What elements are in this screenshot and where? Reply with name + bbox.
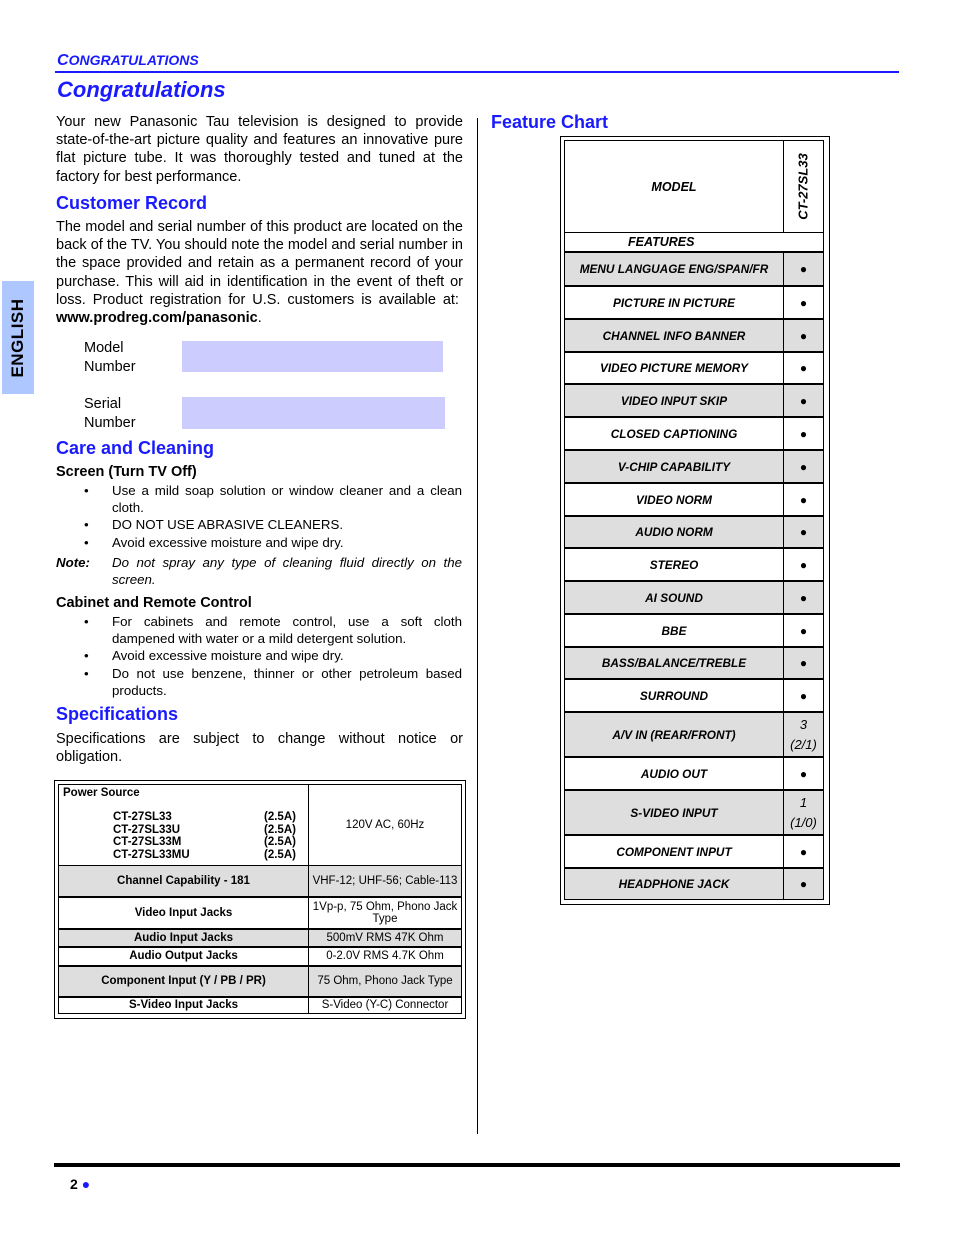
features-header-cell <box>564 232 824 252</box>
list-item: • Do not use benzene, thinner or other petroleum based products. <box>84 666 462 698</box>
model-number-label: Model Number <box>84 340 136 375</box>
feature-value-detail: (1/0) <box>790 814 817 830</box>
spec-value-cell: VHF-12; UHF-56; Cable-113 <box>308 865 462 897</box>
feature-value-cell: ● <box>783 450 824 483</box>
feature-value-cell: ● <box>783 417 824 450</box>
spec-power-label-cell <box>58 784 309 866</box>
model-list: CT-27SL33 CT-27SL33U CT-27SL33M CT-27SL33MU <box>113 811 190 861</box>
feature-value-cell: ● <box>783 614 824 647</box>
note-text: Do not spray any type of cleaning fluid directly on the screen. <box>112 555 462 587</box>
bullet-icon: ● <box>81 1176 91 1192</box>
spec-label-cell: Video Input Jacks <box>58 897 309 929</box>
feature-value-cell: ● <box>783 581 824 614</box>
feature-value-cell <box>783 790 824 835</box>
feature-value-cell: ● <box>783 252 824 286</box>
power-source-value: 120V AC, 60Hz <box>308 784 462 866</box>
power-source-label: Power Source <box>63 787 140 799</box>
footer-rule <box>54 1163 900 1167</box>
spec-label-cell: Audio Input Jacks <box>58 929 309 947</box>
features-header: FEATURES <box>628 235 695 249</box>
feature-value-cell: ● <box>783 483 824 516</box>
serial-number-field[interactable] <box>182 397 445 429</box>
feature-name-cell: VIDEO INPUT SKIP <box>564 384 784 417</box>
feature-name-cell: VIDEO PICTURE MEMORY <box>564 352 784 384</box>
feature-name-cell: V-CHIP CAPABILITY <box>564 450 784 483</box>
specifications-heading: Specifications <box>56 704 179 724</box>
feature-value-cell: ● <box>783 679 824 712</box>
list-item: • DO NOT USE ABRASIVE CLEANERS. <box>84 517 344 532</box>
customer-record-text: The model and serial number of this product are located on the back of the TV. You should note the model and serial number in the space provided and retain as a permanent record of your purchase. This will aid in identification in the event of theft or loss. Product registration for U.S. customers is available at: www.prodreg.com/panasonic. <box>56 219 463 327</box>
feature-name-cell: VIDEO NORM <box>564 483 784 516</box>
serial-number-label: Serial Number <box>84 396 136 431</box>
specifications-text: Specifications are subject to change without notice or obligation. <box>56 731 463 766</box>
feature-value-cell: ● <box>783 319 824 352</box>
feature-name-cell: A/V IN (REAR/FRONT) <box>564 712 784 757</box>
list-item: • Avoid excessive moisture and wipe dry. <box>84 535 344 550</box>
model-name: CT-27SL33 <box>796 153 812 220</box>
feature-name-cell: MENU LANGUAGE ENG/SPAN/FR <box>564 252 784 286</box>
feature-value-cell: ● <box>783 835 824 868</box>
note-label: Note: <box>56 555 90 570</box>
feature-value-cell: ● <box>783 647 824 679</box>
spec-value-cell: 0-2.0V RMS 4.7K Ohm <box>308 947 462 966</box>
header-rule <box>55 71 899 73</box>
page-number: 2 ● <box>70 1176 91 1192</box>
feature-value-cell: ● <box>783 868 824 900</box>
screen-subheading: Screen (Turn TV Off) <box>56 464 197 480</box>
feature-name-cell: PICTURE IN PICTURE <box>564 286 784 319</box>
feature-name-cell: CLOSED CAPTIONING <box>564 417 784 450</box>
spec-value-cell: 500mV RMS 47K Ohm <box>308 929 462 947</box>
feature-value-cell: ● <box>783 548 824 581</box>
feature-value-cell <box>783 712 824 757</box>
spec-label-cell: Component Input (Y / PB / PR) <box>58 966 309 997</box>
feature-name-cell: SURROUND <box>564 679 784 712</box>
feature-value-cell: ● <box>783 757 824 790</box>
registration-url: www.prodreg.com/panasonic <box>56 310 258 327</box>
feature-name-cell: AI SOUND <box>564 581 784 614</box>
feature-name-cell: AUDIO NORM <box>564 516 784 548</box>
page-title: Congratulations <box>57 77 226 102</box>
feature-value-cell: ● <box>783 516 824 548</box>
feature-value: 1 <box>799 794 808 810</box>
spec-label-cell: Channel Capability - 181 <box>58 865 309 897</box>
feature-name-cell: S-VIDEO INPUT <box>564 790 784 835</box>
intro-paragraph: Your new Panasonic Tau television is designed to provide state-of-the-art picture quality and features an innovative pure flat picture tube. It was thoroughly tested and tuned at the factory for best performance. <box>56 114 463 185</box>
model-header: MODEL <box>564 140 784 233</box>
feature-name-cell: CHANNEL INFO BANNER <box>564 319 784 352</box>
feature-name-cell: BBE <box>564 614 784 647</box>
feature-value-cell: ● <box>783 384 824 417</box>
amp-list: (2.5A) (2.5A) (2.5A) (2.5A) <box>264 811 296 861</box>
cabinet-subheading: Cabinet and Remote Control <box>56 595 252 611</box>
list-item: • Use a mild soap solution or window cleaner and a clean cloth. <box>84 483 462 515</box>
feature-name-cell: STEREO <box>564 548 784 581</box>
customer-record-heading: Customer Record <box>56 193 208 213</box>
feature-name-cell: AUDIO OUT <box>564 757 784 790</box>
feature-name-cell: COMPONENT INPUT <box>564 835 784 868</box>
model-number-field[interactable] <box>182 341 443 372</box>
care-heading: Care and Cleaning <box>56 438 215 458</box>
spec-value-cell: S-Video (Y-C) Connector <box>308 997 462 1014</box>
feature-name-cell: BASS/BALANCE/TREBLE <box>564 647 784 679</box>
spec-value-cell: 1Vp-p, 75 Ohm, Phono Jack Type <box>308 897 462 929</box>
spec-value-cell: 75 Ohm, Phono Jack Type <box>308 966 462 997</box>
column-divider <box>477 118 478 1134</box>
model-name-cell <box>783 140 824 233</box>
list-item: • For cabinets and remote control, use a soft cloth dampened with water or a mild detergent solution. <box>84 614 462 646</box>
feature-value: 3 <box>799 716 808 732</box>
language-tab: ENGLISH <box>2 281 34 394</box>
feature-value-cell: ● <box>783 352 824 384</box>
running-head: CONGRATULATIONS <box>57 52 199 69</box>
spec-label-cell: S-Video Input Jacks <box>58 997 309 1014</box>
spec-label-cell: Audio Output Jacks <box>58 947 309 966</box>
feature-value-detail: (2/1) <box>790 736 817 752</box>
feature-chart-heading: Feature Chart <box>491 112 609 132</box>
feature-name-cell: HEADPHONE JACK <box>564 868 784 900</box>
feature-value-cell: ● <box>783 286 824 319</box>
list-item: • Avoid excessive moisture and wipe dry. <box>84 648 344 663</box>
